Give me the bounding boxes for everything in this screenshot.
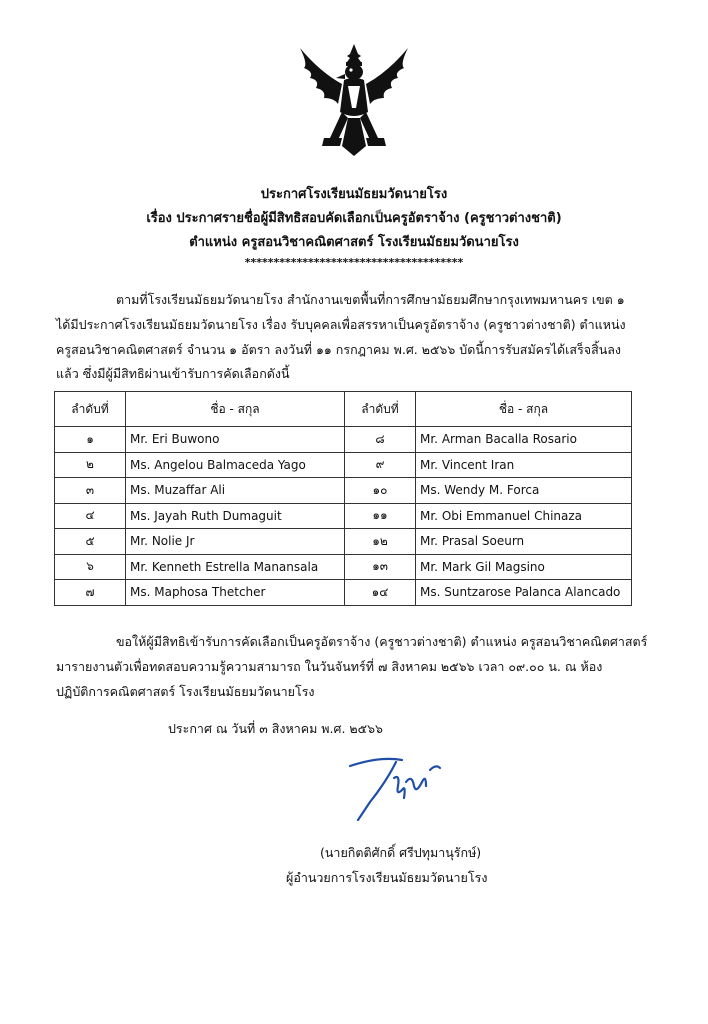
notice-title: ประกาศโรงเรียนมัธยมวัดนายโรง <box>260 187 448 202</box>
candidate-name: Ms. Suntzarose Palanca Alancado <box>416 580 632 606</box>
table-row <box>55 478 632 504</box>
row-number: ๑๔ <box>345 580 416 606</box>
announcement-date: ประกาศ ณ วันที่ ๓ สิงหาคม พ.ศ. ๒๕๖๖ <box>168 721 383 736</box>
closing-line-3: ปฏิบัติการคณิตศาสตร์ โรงเรียนมัธยมวัดนายโรง <box>56 684 315 699</box>
candidate-name: Ms. Maphosa Thetcher <box>126 580 345 606</box>
table-row <box>55 529 632 555</box>
intro-line-3: ครูสอนวิชาคณิตศาสตร์ จำนวน ๑ อัตรา ลงวันที่ ๑๑ กรกฎาคม พ.ศ. ๒๕๖๖ บัดนี้การรับสมัครได้เสร็จสิ้นลง <box>56 342 622 357</box>
candidate-name: Mr. Obi Emmanuel Chinaza <box>416 503 632 529</box>
header-no-right: ลำดับที่ <box>345 392 416 427</box>
header-name-right: ชื่อ - สกุล <box>416 392 632 427</box>
table-row <box>55 503 632 529</box>
candidate-table <box>54 391 632 606</box>
row-number: ๓ <box>55 478 126 504</box>
closing-line-1: ขอให้ผู้มีสิทธิเข้ารับการคัดเลือกเป็นครูอัตราจ้าง (ครูชาวต่างชาติ) ตำแหน่ง ครูสอนวิชาคณิตศาสตร์ <box>116 634 648 649</box>
candidate-name: Mr. Kenneth Estrella Manansala <box>126 554 345 580</box>
heading-separator: ************************************** <box>244 256 464 269</box>
table-row <box>55 554 632 580</box>
row-number: ๑๒ <box>345 529 416 555</box>
table-row <box>55 580 632 606</box>
table-row <box>55 427 632 453</box>
row-number: ๒ <box>55 452 126 478</box>
row-number: ๗ <box>55 580 126 606</box>
notice-subject: เรื่อง ประกาศรายชื่อผู้มีสิทธิสอบคัดเลือกเป็นครูอัตราจ้าง (ครูชาวต่างชาติ) <box>146 211 562 226</box>
closing-line-2: มารายงานตัวเพื่อทดสอบความรู้ความสามารถ ในวันจันทร์ที่ ๗ สิงหาคม ๒๕๖๖ เวลา ๐๙.๐๐ น. ณ ห้อง <box>56 659 603 674</box>
header-name-left: ชื่อ - สกุล <box>126 392 345 427</box>
row-number: ๑๐ <box>345 478 416 504</box>
signer-position: ผู้อำนวยการโรงเรียนมัธยมวัดนายโรง <box>286 870 488 885</box>
intro-line-4: แล้ว ซึ่งมีผู้มีสิทธิผ่านเข้ารับการคัดเลือกดังนี้ <box>56 366 290 381</box>
candidate-name: Ms. Wendy M. Forca <box>416 478 632 504</box>
notice-position: ตำแหน่ง ครูสอนวิชาคณิตศาสตร์ โรงเรียนมัธยมวัดนายโรง <box>189 235 519 250</box>
candidate-name: Mr. Mark Gil Magsino <box>416 554 632 580</box>
candidate-name: Mr. Prasal Soeurn <box>416 529 632 555</box>
candidate-name: Mr. Nolie Jr <box>126 529 345 555</box>
row-number: ๘ <box>345 427 416 453</box>
intro-line-2: ได้มีประกาศโรงเรียนมัธยมวัดนายโรง เรื่อง รับบุคคลเพื่อสรรหาเป็นครูอัตราจ้าง (ครูชาวต่างชาติ) ตำแหน่ง <box>56 317 626 332</box>
table-header-row <box>55 392 632 427</box>
candidate-name: Ms. Muzaffar Ali <box>126 478 345 504</box>
row-number: ๑ <box>55 427 126 453</box>
table-row <box>55 452 632 478</box>
row-number: ๙ <box>345 452 416 478</box>
header-no-left: ลำดับที่ <box>55 392 126 427</box>
signature-icon <box>340 752 460 824</box>
row-number: ๖ <box>55 554 126 580</box>
candidate-name: Mr. Eri Buwono <box>126 427 345 453</box>
candidate-name: Ms. Angelou Balmaceda Yago <box>126 452 345 478</box>
candidate-name: Mr. Vincent Iran <box>416 452 632 478</box>
garuda-emblem-icon <box>290 42 418 162</box>
intro-line-1: ตามที่โรงเรียนมัธยมวัดนายโรง สำนักงานเขตพื้นที่การศึกษามัธยมศึกษากรุงเทพมหานคร เขต ๑ <box>116 292 625 307</box>
row-number: ๕ <box>55 529 126 555</box>
row-number: ๑๑ <box>345 503 416 529</box>
row-number: ๑๓ <box>345 554 416 580</box>
row-number: ๔ <box>55 503 126 529</box>
candidate-name: Ms. Jayah Ruth Dumaguit <box>126 503 345 529</box>
candidate-name: Mr. Arman Bacalla Rosario <box>416 427 632 453</box>
signer-name: (นายกิตติศักดิ์ ศรีปทุมานุรักษ์) <box>320 845 482 860</box>
